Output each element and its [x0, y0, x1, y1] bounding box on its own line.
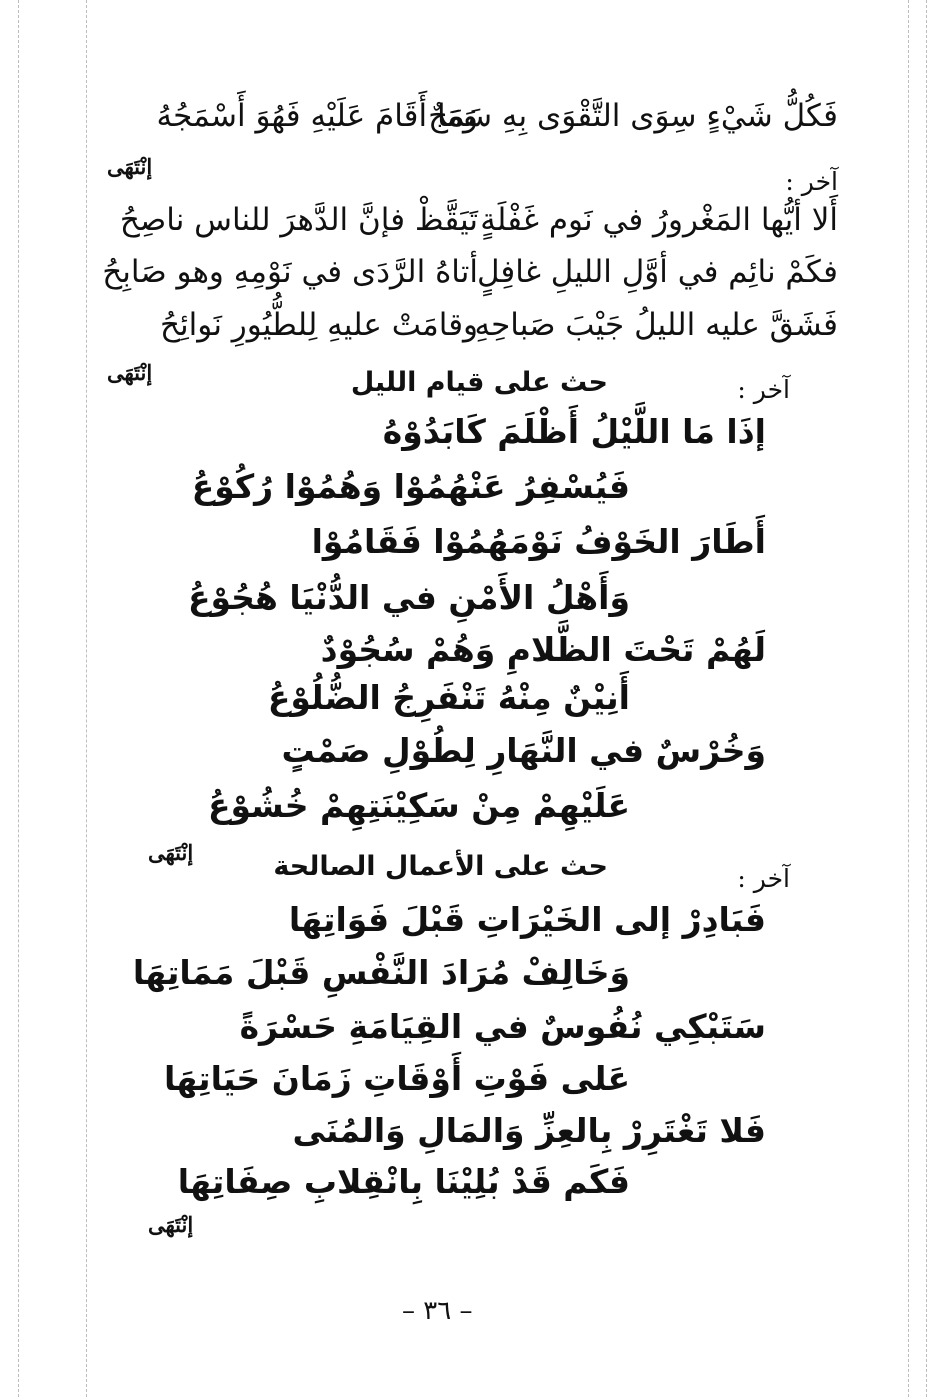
text-margin-guide-left [86, 0, 87, 1397]
text-margin-guide-right [908, 0, 909, 1397]
poem4-verse-3: سَتَبْكِي نُفُوسٌ في القِيَامَةِ حَسْرَةً [239, 1007, 766, 1046]
poem3-verse-2: فَيُسْفِرُ عَنْهُمُوْا وَهُمُوْا رُكُوْعُ [191, 467, 630, 506]
poem4-verse-4: عَلى فَوْتِ أَوْقَاتِ زَمَانَ حَيَاتِهَا [164, 1059, 630, 1098]
right-margin-guide [926, 0, 927, 1397]
poem2-line-3-left: وقامَتْ عليهِ لِلطُّيُورِ نَوائِحُ [160, 307, 478, 343]
poem4-verse-6: فَكَم قَدْ بُلِيْنَا بِانْقِلابِ صِفَاتِهَا [177, 1162, 630, 1201]
poem3-verse-7: وَخُرْسٌ في النَّهَارِ لِطُوْلِ صَمْتٍ [281, 731, 766, 770]
poem1-end-marker: إنْتَهَى [107, 154, 153, 179]
poem4-end-marker: إنْتَهَى [148, 1212, 194, 1237]
poem3-label: آخر : [737, 375, 790, 404]
poem1-left-hemistich: وَمَا أَقَامَ عَلَيْهِ فَهُوَ أَسْمَجُهُ [156, 98, 478, 134]
poem3-verse-3: أَطَارَ الخَوْفُ نَوْمَهُمُوْا فَقَامُوْا [311, 522, 766, 561]
poem4-label: آخر : [737, 864, 790, 893]
poem4-verse-1: فَبَادِرْ إلى الخَيْرَاتِ قَبْلَ فَوَاتِهَا [288, 900, 766, 939]
poem3-verse-5: لَهُمْ تَحْتَ الظَّلامِ وَهُمْ سُجُوْدٌ [320, 630, 766, 669]
poem2-line-1-right: أَلا أيُّها المَغْرورُ في نَوم غَفْلَةٍ [480, 202, 838, 238]
poem2-end-marker: إنْتَهَى [107, 360, 153, 385]
poem3-verse-6: أَنِيْنٌ مِنْهُ تَنْفَرِجُ الضُّلُوْعُ [267, 678, 630, 717]
page-number: – ٣٦ – [402, 1296, 473, 1326]
poem3-title: حث على قيام الليل [350, 367, 608, 398]
poem2-line-2-left: أتاهُ الرَّدَى في نَوْمِهِ وهو صَابِحُ [102, 254, 478, 290]
poem3-verse-1: إذَا مَا اللَّيْلُ أَظْلَمَ كَابَدُوْهُ [382, 412, 766, 451]
left-margin-guide [18, 0, 19, 1397]
poem3-end-marker: إنْتَهَى [148, 840, 194, 865]
poem1-right-hemistich: فَكُلُّ شَيْءٍ سِوَى التَّقْوَى بِهِ سَمَجٌ [428, 98, 838, 134]
poem4-verse-5: فَلا تَغْتَرِرْ بِالعِزِّ وَالمَالِ وَالمُنَى [292, 1111, 766, 1150]
poem2-line-1-left: تَيَقَّظْ فإنَّ الدَّهرَ للناس ناصِحُ [119, 202, 478, 238]
poem4-title: حث على الأعمال الصالحة [273, 851, 608, 882]
poem3-verse-4: وَأَهْلُ الأَمْنِ في الدُّنْيَا هُجُوْعُ [187, 578, 630, 617]
poem2-line-3-right: فَشَقَّ عليه الليلُ جَيْبَ صَباحِهِ [474, 307, 838, 343]
poem4-verse-2: وَخَالِفْ مُرَادَ النَّفْسِ قَبْلَ مَمَاتِهَا [132, 953, 630, 992]
poem2-line-2-right: فكَمْ نائِم في أوَّلِ الليلِ غافِلٍ [476, 254, 838, 290]
poem2-label: آخر : [785, 167, 838, 196]
poem3-verse-8: عَلَيْهِمْ مِنْ سَكِيْنَتِهِمْ خُشُوْعُ [207, 786, 630, 825]
